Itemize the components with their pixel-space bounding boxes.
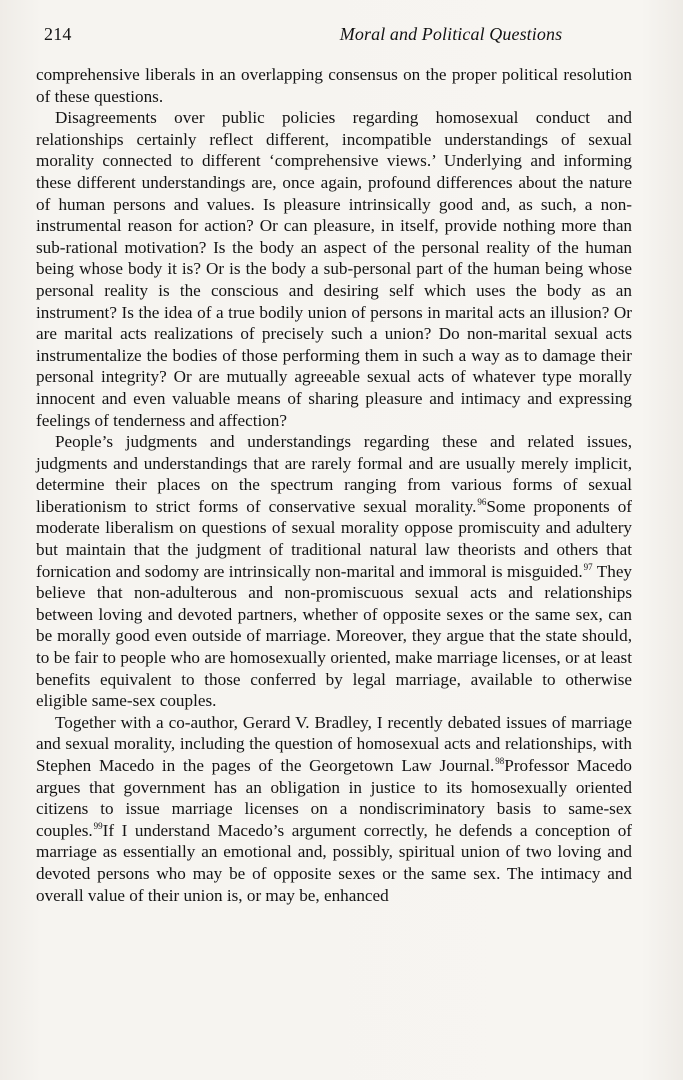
paragraph-text: Professor Macedo argues that government has an obligation in justice to its homosexually oriented citizens to issue marriage licenses on a nondiscriminatory basis to same-sex couples.: [36, 756, 632, 840]
body-text: [36, 64, 632, 906]
paragraph-text: If I understand Macedo’s argument correctly, he defends a conception of marriage as essentially an emotional and, possibly, spiritual union of two loving and devoted persons who may be of opposite sexes or the same sex. The intimacy and overall value of their union is, or may be, enhanced: [36, 820, 632, 905]
paragraph-text: They believe that non-adulterous and non-promiscuous sexual acts and relationships between loving and devoted partners, whether of opposite sexes or the same sex, can be morally good even outside of marriage. Moreover, they argue that the state should, to be fair to people who are homosexually oriented, make marriage licenses, or at least benefits equivalent to those conferred by legal marriage, available to otherwise eligible same-sex couples.: [36, 561, 632, 711]
paragraph-macedo: [36, 712, 632, 906]
paragraph-judgments: [36, 431, 632, 712]
paragraph-text: Some proponents of moderate liberalism on questions of sexual morality oppose promiscuity and adultery but maintain that the judgment of traditional natural law theorists and others that fornication and sodomy are intrinsically non-marital and immoral is misguided.: [36, 496, 632, 581]
running-head: Moral and Political Questions: [339, 24, 563, 44]
paragraph-text: People’s judgments and understandings regarding these and related issues, judgments and understandings that are rarely formal and are usually merely implicit, determine their places on the spectrum ranging from various forms of sexual liberationism to strict forms of conservative sexual morality.: [36, 432, 632, 516]
footnote-ref: 98: [495, 756, 505, 766]
page-number: 214: [44, 24, 72, 44]
footnote-ref: 96: [477, 496, 487, 507]
footnote-ref: 97: [583, 561, 593, 572]
paragraph-text: Together with a co-author, Gerard V. Bradley, I recently debated issues of marriage and sexual morality, including the question of homosexual acts and relationships, with Stephen Macedo in the pages of the Georgetown Law Journal.: [36, 712, 632, 775]
paragraph-continued: comprehensive liberals in an overlapping consensus on the proper political resolution of these questions.: [36, 65, 632, 106]
footnote-ref: 99: [93, 820, 103, 831]
paragraph-disagreements: Disagreements over public policies regarding homosexual conduct and relationships certainly reflect different, incompatible understandings of sexual morality connected to different ‘comprehensive views.’ Underlying and informing these different understandings are, once again, profound differences about the nature of human persons and values. Is pleasure intrinsically good and, as such, a non-instrumental reason for action? Or can pleasure, in itself, provide nothing more than sub-rational motivation? Is the body an aspect of the personal reality of the human being whose body it is? Or is the body a sub-personal part of the human being whose personal reality is the conscious and desiring self which uses the body as an instrument? Is the idea of a true bodily union of persons in marital acts an illusion? Or are marital acts realizations of precisely such a union? Do non-marital sexual acts instrumentalize the bodies of those performing them in such a way as to damage their personal integrity? Or are mutually agreeable sexual acts of whatever type morally innocent and even valuable means of sharing pleasure and intimacy and expressing feelings of tenderness and affection?: [36, 108, 632, 430]
page-header: [44, 24, 639, 50]
